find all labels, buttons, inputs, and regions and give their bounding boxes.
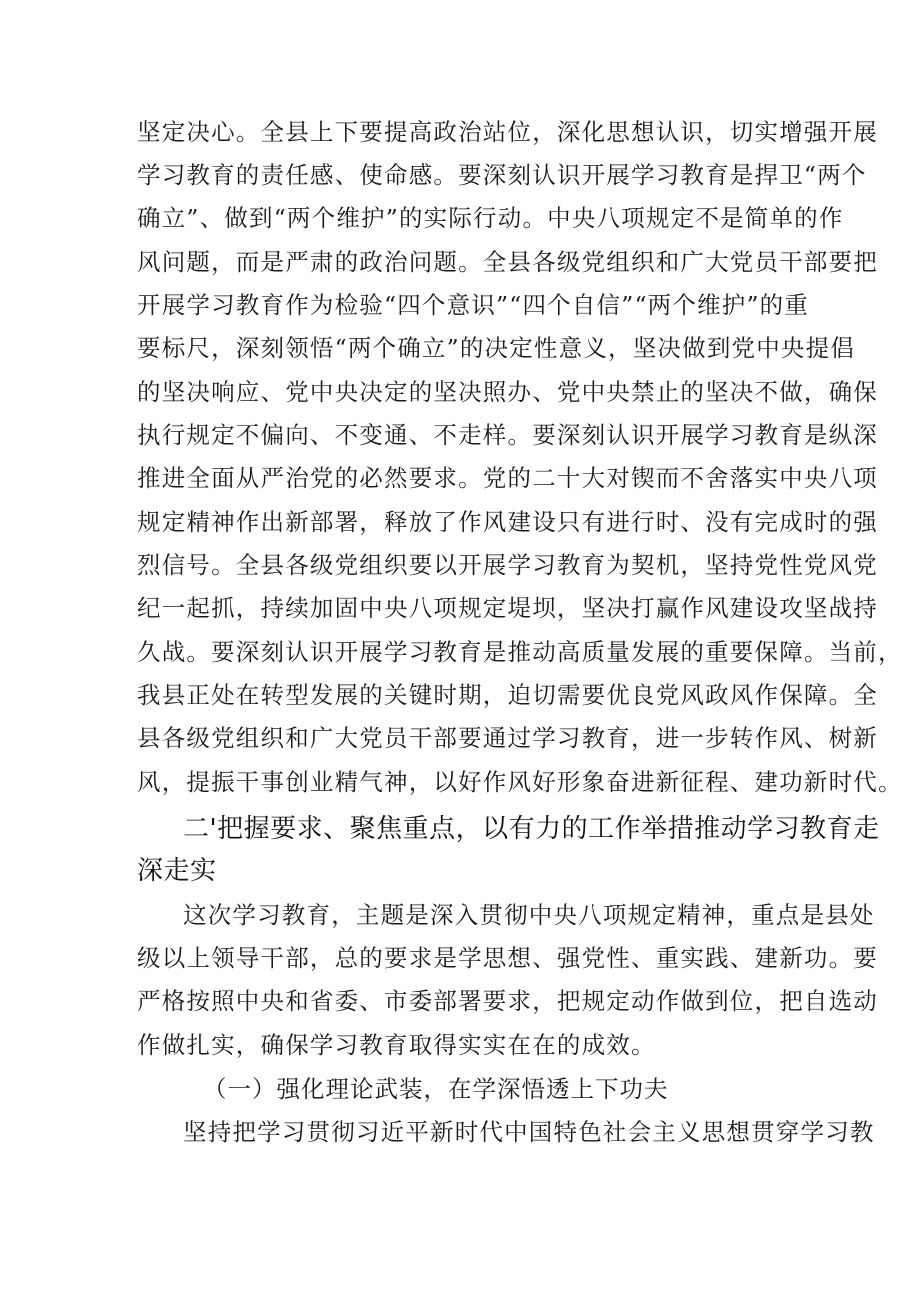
- paragraph-line: 执行规定不偏向、不变通、不走样。要深刻认识开展学习教育是纵深: [137, 421, 878, 449]
- paragraph-line: 纪一起抓，持续加固中央八项规定堤坝，坚决打赢作风建设攻坚战持: [137, 594, 878, 622]
- paragraph-line: 县各级党组织和广大党员干部要通过学习教育，进一步转作风、树新: [137, 724, 878, 752]
- paragraph-line: 坚定决心。全县上下要提高政治站位，深化思想认识，切实增强开展: [137, 118, 878, 146]
- paragraph-line: 的坚决响应、党中央决定的坚决照办、党中央禁止的坚决不做，确保: [137, 378, 878, 406]
- paragraph-line: 这次学习教育，主题是深入贯彻中央八项规定精神，重点是县处: [183, 901, 875, 929]
- paragraph-line: 确立”、做到“两个维护”的实际行动。中央八项规定不是简单的作: [137, 204, 844, 232]
- paragraph-line: 久战。要深刻认识开展学习教育是推动高质量发展的重要保障。当前，: [137, 638, 903, 666]
- paragraph-line: 推进全面从严治党的必然要求。党的二十大对锲而不舍落实中央八项: [137, 464, 878, 492]
- subsection-heading: （一）强化理论武装，在学深悟透上下功夫: [203, 1075, 669, 1103]
- paragraph-line: 要标尺，深刻领悟“两个确立”的决定性意义，坚决做到党中央提倡: [137, 334, 856, 362]
- paragraph-line: 开展学习教育作为检验“四个意识”“四个自信”“两个维护”的重: [137, 291, 810, 319]
- paragraph-line: 风问题，而是严肃的政治问题。全县各级党组织和广大党员干部要把: [137, 248, 878, 276]
- paragraph-line: 我县正处在转型发展的关键时期，迫切需要优良党风政风作保障。全: [137, 681, 878, 709]
- paragraph-line: 级以上领导干部，总的要求是学思想、强党性、重实践、建新功。要: [137, 944, 878, 972]
- paragraph-line: 规定精神作出新部署，释放了作风建设只有进行时、没有完成时的强: [137, 508, 878, 536]
- paragraph-line: 作做扎实，确保学习教育取得实实在在的成效。: [137, 1031, 656, 1059]
- paragraph-line: 坚持把学习贯彻习近平新时代中国特色社会主义思想贯穿学习教: [183, 1118, 875, 1146]
- paragraph-line: 烈信号。全县各级党组织要以开展学习教育为契机，坚持党性党风党: [137, 551, 878, 579]
- paragraph-line: 学习教育的责任感、使命感。要深刻认识开展学习教育是捍卫“两个: [137, 161, 867, 189]
- paragraph-line: 风，提振干事创业精气神，以好作风好形象奋进新征程、建功新时代。: [137, 768, 903, 796]
- section-heading: 二'把握要求、聚焦重点，以有力的工作举措推动学习教育走: [183, 814, 880, 844]
- paragraph-line: 严格按照中央和省委、市委部署要求，把规定动作做到位，把自选动: [137, 987, 878, 1015]
- section-heading-continuation: 深走实: [137, 856, 217, 886]
